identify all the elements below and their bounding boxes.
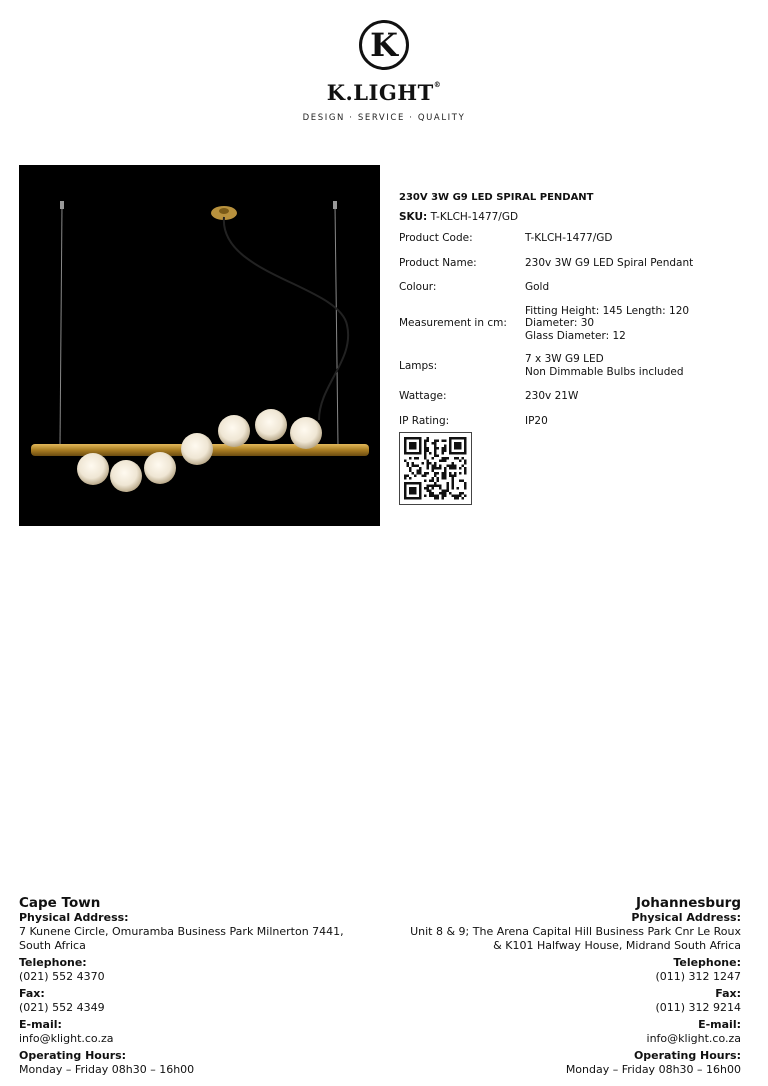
- spec-value: Gold: [525, 281, 550, 293]
- address-line: Unit 8 & 9; The Arena Capital Hill Business Park Cnr Le Roux: [410, 925, 741, 938]
- sku-label: SKU:: [399, 211, 428, 223]
- footer-johannesburg: [381, 895, 741, 1077]
- email-value[interactable]: info@klight.co.za: [646, 1032, 741, 1045]
- spec-label: Wattage:: [399, 390, 447, 403]
- tagline: DESIGN · SERVICE · QUALITY: [302, 113, 466, 123]
- telephone-value: (011) 312 1247: [655, 970, 741, 983]
- spec-value-line: Fitting Height: 145 Length: 120: [525, 304, 690, 317]
- email-label: E-mail:: [19, 1018, 62, 1031]
- logo-letter: K: [370, 26, 398, 64]
- spec-label: Colour:: [399, 281, 437, 294]
- qr-code-graphic: [400, 433, 471, 504]
- qr-code-icon: [399, 432, 472, 505]
- hours-value: Monday – Friday 08h30 – 16h00: [19, 1063, 195, 1076]
- registered-mark: ®: [433, 80, 442, 89]
- spec-row-wattage: [399, 390, 739, 403]
- spec-value: T-KLCH-1477/GD: [525, 232, 613, 244]
- hours-label: Operating Hours:: [633, 1049, 741, 1062]
- spec-label: Product Name:: [399, 256, 477, 269]
- spec-row-lamps: [399, 353, 739, 378]
- footer-cape-town: [19, 895, 379, 1077]
- spec-label: Lamps:: [399, 359, 438, 372]
- spec-label: IP Rating:: [399, 414, 450, 427]
- product-spec-sheet: [399, 186, 739, 427]
- brand-name: [0, 80, 768, 105]
- sku-line: [399, 211, 739, 223]
- spec-label: Product Code:: [399, 232, 473, 245]
- pendant-illustration: [19, 165, 380, 526]
- brand-text: K.LIGHT: [326, 80, 434, 105]
- address-label: Physical Address:: [631, 911, 741, 924]
- spec-value: [525, 353, 739, 378]
- fax-label: Fax:: [19, 987, 45, 1000]
- spec-value: 230v 3W G9 LED Spiral Pendant: [525, 256, 694, 269]
- city-name: Johannesburg: [635, 895, 741, 911]
- spec-value-line: Glass Diameter: 12: [525, 329, 626, 342]
- telephone-label: Telephone:: [19, 956, 87, 969]
- address-line: 7 Kunene Circle, Omuramba Business Park Milnerton 7441,: [19, 925, 344, 938]
- spec-label: Measurement in cm:: [399, 317, 507, 330]
- product-photo: [19, 165, 380, 526]
- telephone-value: (021) 552 4370: [19, 970, 105, 983]
- spec-row-product-code: [399, 232, 739, 245]
- spec-row-product-name: [399, 257, 739, 270]
- sku-value: T-KLCH-1477/GD: [430, 211, 519, 223]
- spec-row-colour: [399, 281, 739, 294]
- spec-row-ip-rating: [399, 415, 739, 428]
- spec-value-line: Non Dimmable Bulbs included: [525, 365, 684, 378]
- spec-value: IP20: [525, 414, 548, 427]
- spec-value-line: 7 x 3W G9 LED: [525, 353, 604, 365]
- fax-label: Fax:: [715, 987, 741, 1000]
- fax-value: (021) 552 4349: [19, 1001, 105, 1014]
- email-value[interactable]: info@klight.co.za: [19, 1032, 114, 1045]
- spec-value: [525, 305, 739, 343]
- logo-header: [0, 20, 768, 123]
- address-line: South Africa: [19, 939, 86, 952]
- fax-value: (011) 312 9214: [655, 1001, 741, 1014]
- product-title: 230V 3W G9 LED SPIRAL PENDANT: [399, 192, 594, 203]
- hours-label: Operating Hours:: [19, 1049, 127, 1062]
- telephone-label: Telephone:: [673, 956, 741, 969]
- email-label: E-mail:: [698, 1018, 741, 1031]
- spec-value-line: Diameter: 30: [525, 317, 595, 329]
- spec-row-measurement: [399, 305, 739, 343]
- address-line: & K101 Halfway House, Midrand South Africa: [493, 939, 741, 952]
- logo-icon: [359, 20, 409, 70]
- spec-value: 230v 21W: [525, 390, 579, 402]
- hours-value: Monday – Friday 08h30 – 16h00: [565, 1063, 741, 1076]
- address-label: Physical Address:: [19, 911, 129, 924]
- city-name: Cape Town: [19, 895, 101, 911]
